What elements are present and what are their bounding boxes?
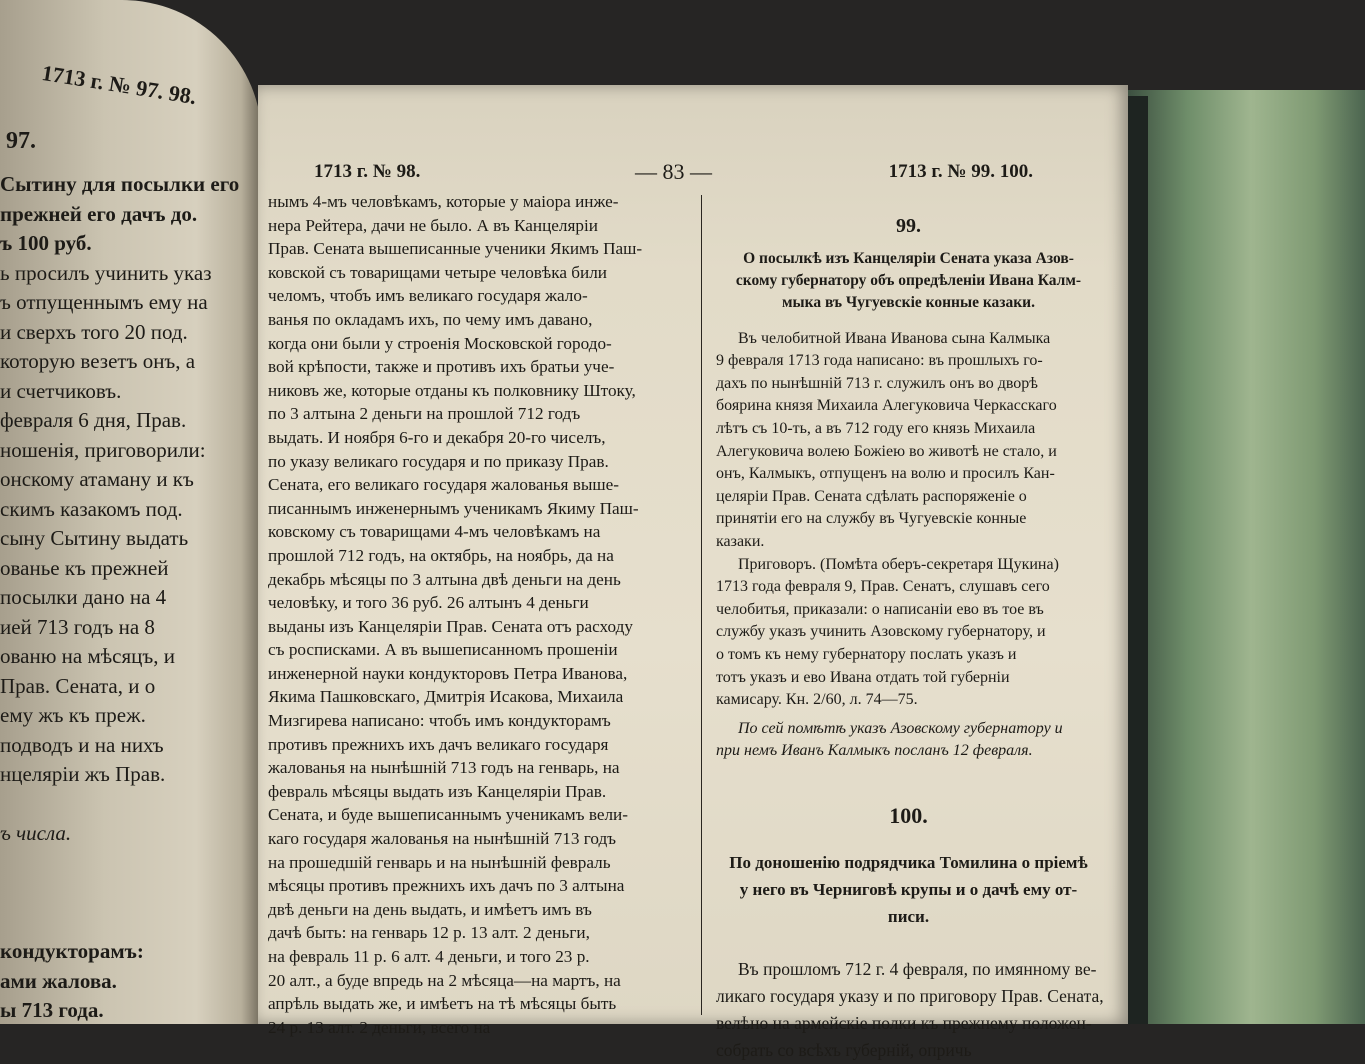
text-line: Сената, и буде вышеписаннымъ ученикамъ вели- <box>268 805 628 825</box>
text-line: Сената, его великаго государя жалованья выше- <box>268 475 619 495</box>
text-line: 1713 года февраля 9, Прав. Сенатъ, слушавъ сего <box>716 578 1050 596</box>
book-cover <box>1112 90 1365 1024</box>
text-line: ованье къ прежней <box>0 555 169 580</box>
text-line: нера Рейтера, дачи не было. А въ Канцеляріи <box>268 215 598 235</box>
right-column <box>716 215 1104 1064</box>
left-column <box>268 190 698 1039</box>
text-line: челобитья, приказали: о написаніи ево въ тое въ <box>716 600 1044 618</box>
doc-99-title <box>716 248 1101 314</box>
left-page <box>0 0 262 1024</box>
text-line: дачѣ быть: на генварь 12 р. 13 алт. 2 деньги, <box>268 923 590 943</box>
text-line: Якима Пашковскаго, Дмитрія Исакова, Михаила <box>268 687 624 707</box>
text-line: Въ прошломъ 712 г. 4 февраля, по имянному ве- <box>738 959 1097 980</box>
text-line: Прав. Сената, и о <box>0 673 156 698</box>
text-line: ковской съ товарищами четыре человѣка били <box>268 262 607 282</box>
text-line: и счетчиковъ. <box>0 378 122 403</box>
text-line: декабрь мѣсяцы по 3 алтына двѣ деньги на день <box>268 569 621 589</box>
header-right: 1713 г. № 99. 100. <box>888 161 1033 182</box>
left-doc-number: 97. <box>6 128 36 154</box>
page-header <box>314 161 1033 189</box>
text-line: апрѣль выдать же, и имѣетъ на тѣ мѣсяцы быть <box>268 994 617 1014</box>
text-line: писаннымъ инженернымъ ученикамъ Якиму Паш- <box>268 498 639 518</box>
text-line: ликаго государя указу и по приговору Прав. Сената, <box>716 986 1104 1007</box>
title-line: По доношенію подрядчика Томилина о пріемѣ <box>729 853 1088 873</box>
text-line: Алегуковича волею Божіею во животѣ не стало, и <box>716 442 1057 460</box>
text-line: февраля 6 дня, Прав. <box>0 408 187 432</box>
text-line: ванья по окладамъ ихъ, по чему имъ давано, <box>268 309 593 329</box>
text-line: боярина князя Михаила Алегуковича Черкасскаго <box>716 397 1057 415</box>
text-line: 20 алт., а буде впредь на 2 мѣсяца—на мартъ, на <box>268 970 621 990</box>
text-line <box>0 790 262 820</box>
text-line: 24 р. 13 алт. 2 деньги, всего на <box>268 1017 491 1037</box>
text-line: двѣ деньги на день выдать, и имѣетъ имъ въ <box>268 899 592 919</box>
text-line: посылки дано на 4 <box>0 585 167 609</box>
text-line: прошлой 712 годъ, на октябрь, на ноябрь, да на <box>268 545 614 565</box>
text-line: о томъ къ нему губернатору послать указъ и <box>716 645 1017 663</box>
text-line: когда они были у строенія Московской городо- <box>268 333 612 353</box>
doc-99-note <box>716 718 1101 763</box>
text-line: которую везетъ онъ, а <box>0 349 196 373</box>
column-divider <box>701 195 702 1015</box>
text-line: подводъ и на нихъ <box>0 732 164 757</box>
text-line: ами жалова. <box>0 968 117 993</box>
title-line: скому губернатору объ опредѣленіи Ивана Калм- <box>735 271 1082 289</box>
header-left: 1713 г. № 98. <box>314 161 421 182</box>
text-line: ему жъ къ преж. <box>0 703 146 727</box>
text-line: ы 713 года. <box>0 998 104 1022</box>
text-line: Мизгирева написано: чтобъ имъ кондукторамъ <box>268 711 611 731</box>
cover-spine-edge <box>1128 96 1148 1024</box>
text-line: лѣтъ съ 10-ть, а въ 712 году его князь Михаила <box>716 419 1036 437</box>
text-line: вой крѣпости, также и противъ ихъ братьи уче- <box>268 357 615 377</box>
text-line: ковскому съ товарищами 4-мъ человѣкамъ на <box>268 522 601 542</box>
text-line: нымъ 4-мъ человѣкамъ, которые у маіора инже- <box>268 192 619 211</box>
text-line <box>0 908 262 938</box>
page-number: — 83 — <box>635 159 712 184</box>
text-line: Сытину для посылки его <box>0 172 240 196</box>
title-line: О посылкѣ изъ Канцеляріи Сената указа Азов- <box>743 249 1074 267</box>
text-line: по указу великаго государя и по приказу Прав. <box>268 451 609 471</box>
title-line: у него въ Черниговѣ крупы и о дачѣ ему от- <box>739 880 1078 900</box>
text-line: Въ челобитной Ивана Иванова сына Калмыка <box>738 329 1051 347</box>
text-line: никовъ же, которые отданы къ полковнику Штоку, <box>268 380 636 400</box>
text-line: службу указъ учинить Азовскому губернатору, и <box>716 623 1046 641</box>
main-page <box>258 85 1128 1061</box>
text-line: по 3 алтына 2 деньги на прошлой 712 годъ <box>268 404 581 424</box>
note-line: По сей помѣтѣ указъ Азовскому губернатору и <box>738 719 1063 737</box>
doc-100-body <box>716 956 1104 1064</box>
title-line: писи. <box>887 907 930 927</box>
text-line: жалованья на нынѣшній 713 годъ на генварь, на <box>268 758 620 778</box>
text-line: челомъ, чтобъ имъ великаго государя жало- <box>268 286 588 306</box>
text-line <box>0 878 262 908</box>
text-line: онъ, Калмыкъ, отпущенъ на волю и просилъ Кан- <box>716 465 1055 483</box>
text-line: тотъ указъ и ево Ивана отдать той губерніи <box>716 668 1010 686</box>
text-line <box>0 849 262 879</box>
text-line: инженерной науки кондукторовъ Петра Иванова, <box>268 663 628 683</box>
text-line: камисару. Кн. 2/60, л. 74—75. <box>716 691 918 709</box>
doc-100-title <box>716 849 1101 930</box>
text-line: ъ 100 руб. <box>0 231 92 255</box>
text-line: на февраль 11 р. 6 алт. 4 деньги, и того 23 р. <box>268 947 590 966</box>
text-line: ношенія, приговорили: <box>0 437 206 462</box>
text-line: съ росписками. А въ вышеписанномъ прошеніи <box>268 640 618 660</box>
text-line: кондукторамъ: <box>0 939 144 963</box>
text-line: принятіи его на службу въ Чугуевскіе конные <box>716 510 1027 528</box>
text-line: выданы изъ Канцеляріи Прав. Сената отъ расходу <box>268 616 633 636</box>
text-line: ъ отпущеннымъ ему на <box>0 290 208 314</box>
text-line: человѣку, и того 36 руб. 26 алтынъ 4 деньги <box>268 593 589 613</box>
text-line: 9 февраля 1713 года написано: въ прошлыхъ го- <box>716 352 1043 370</box>
text-line: мѣсяцы противъ прежнихъ ихъ дачъ по 3 алтына <box>268 876 625 896</box>
text-line: ъ числа. <box>0 821 72 845</box>
text-line: дахъ по нынѣшній 713 г. служилъ онъ во дворѣ <box>716 374 1038 392</box>
doc-100-number: 100. <box>889 802 928 828</box>
doc-99-body <box>716 328 1101 712</box>
doc-99-number: 99. <box>896 215 921 237</box>
title-line: мыка въ Чугуевскіе конные казаки. <box>782 293 1035 311</box>
text-line: казаки. <box>716 532 765 550</box>
text-line: каго государя жалованья на нынѣшній 713 годъ <box>268 829 617 849</box>
text-line: февраль мѣсяцы выдать изъ Канцеляріи Прав. <box>268 781 607 801</box>
text-line: ованю на мѣсяцъ, и <box>0 644 175 668</box>
text-line: на прошедшій генварь и на нынѣшній февраль <box>268 852 611 872</box>
text-line: сыну Сытину выдать <box>0 526 189 550</box>
text-line: ь просилъ учинить указ <box>0 260 212 285</box>
text-line: нцеляріи жъ Прав. <box>0 762 166 786</box>
text-line: скимъ казакомъ под. <box>0 496 183 521</box>
text-line: велѣно на армейскіе полки къ прежнему положен- <box>716 1013 1092 1034</box>
note-line: при немъ Иванъ Калмыкъ посланъ 12 февраля. <box>716 742 1033 760</box>
left-page-header: 1713 г. № 97. 98. <box>40 60 199 110</box>
text-line: онскому атаману и къ <box>0 467 194 491</box>
text-line: прежней его дачъ до. <box>0 201 198 226</box>
text-line: противъ прежнихъ ихъ дачъ великаго государя <box>268 734 609 754</box>
text-line: собрать со всѣхъ губерній, опричь <box>716 1040 972 1061</box>
text-line: Прав. Сената вышеписанные ученики Якимъ Паш- <box>268 239 643 259</box>
text-line: Приговоръ. (Помѣта оберъ-секретаря Щукина) <box>738 555 1059 573</box>
text-line: целяріи Прав. Сената сдѣлать распоряженіе о <box>716 487 1027 505</box>
text-line: выдать. И ноября 6-го и декабря 20-го чиселъ, <box>268 427 606 447</box>
left-page-text <box>0 170 262 1024</box>
text-line: и сверхъ того 20 под. <box>0 319 188 344</box>
text-line: ией 713 годъ на 8 <box>0 614 155 639</box>
